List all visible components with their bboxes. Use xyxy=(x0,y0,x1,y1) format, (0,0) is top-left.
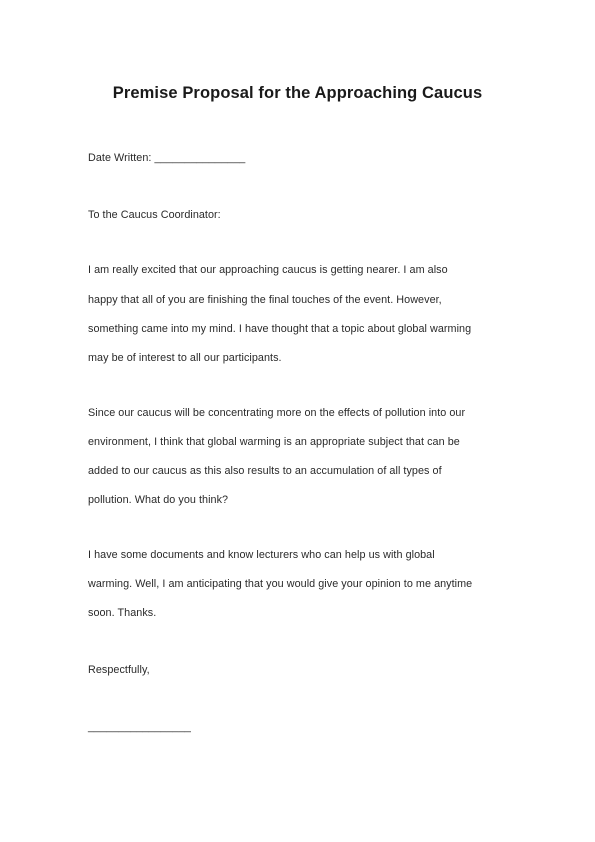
salutation: To the Caucus Coordinator: xyxy=(88,209,221,221)
paragraph-1-line-4: may be of interest to all our participants. xyxy=(88,352,282,364)
paragraph-2-line-4: pollution. What do you think? xyxy=(88,494,229,506)
paragraph-1-line-3: something came into my mind. I have thought that a topic about global warming xyxy=(88,323,472,335)
paragraph-2-line-2: environment, I think that global warming is an appropriate subject that can be xyxy=(88,436,460,448)
closing: Respectfully, xyxy=(88,664,150,676)
paragraph-1-line-2: happy that all of you are finishing the final touches of the event. However, xyxy=(88,294,442,306)
paragraph-3-line-2: warming. Well, I am anticipating that you would give your opinion to me anytime xyxy=(88,578,473,590)
paragraph-2-line-1: Since our caucus will be concentrating more on the effects of pollution into our xyxy=(88,407,466,419)
paragraph-3-line-3: soon. Thanks. xyxy=(88,607,157,619)
paragraph-1-line-1: I am really excited that our approaching caucus is getting nearer. I am also xyxy=(88,264,448,276)
paragraph-2-line-3: added to our caucus as this also results to an accumulation of all types of xyxy=(88,465,442,477)
signature-line: _________________ xyxy=(88,721,191,733)
date-written-line: Date Written: _______________ xyxy=(88,152,246,164)
paragraph-3-line-1: I have some documents and know lecturers who can help us with global xyxy=(88,549,435,561)
letter-title: Premise Proposal for the Approaching Caucus xyxy=(112,84,483,102)
